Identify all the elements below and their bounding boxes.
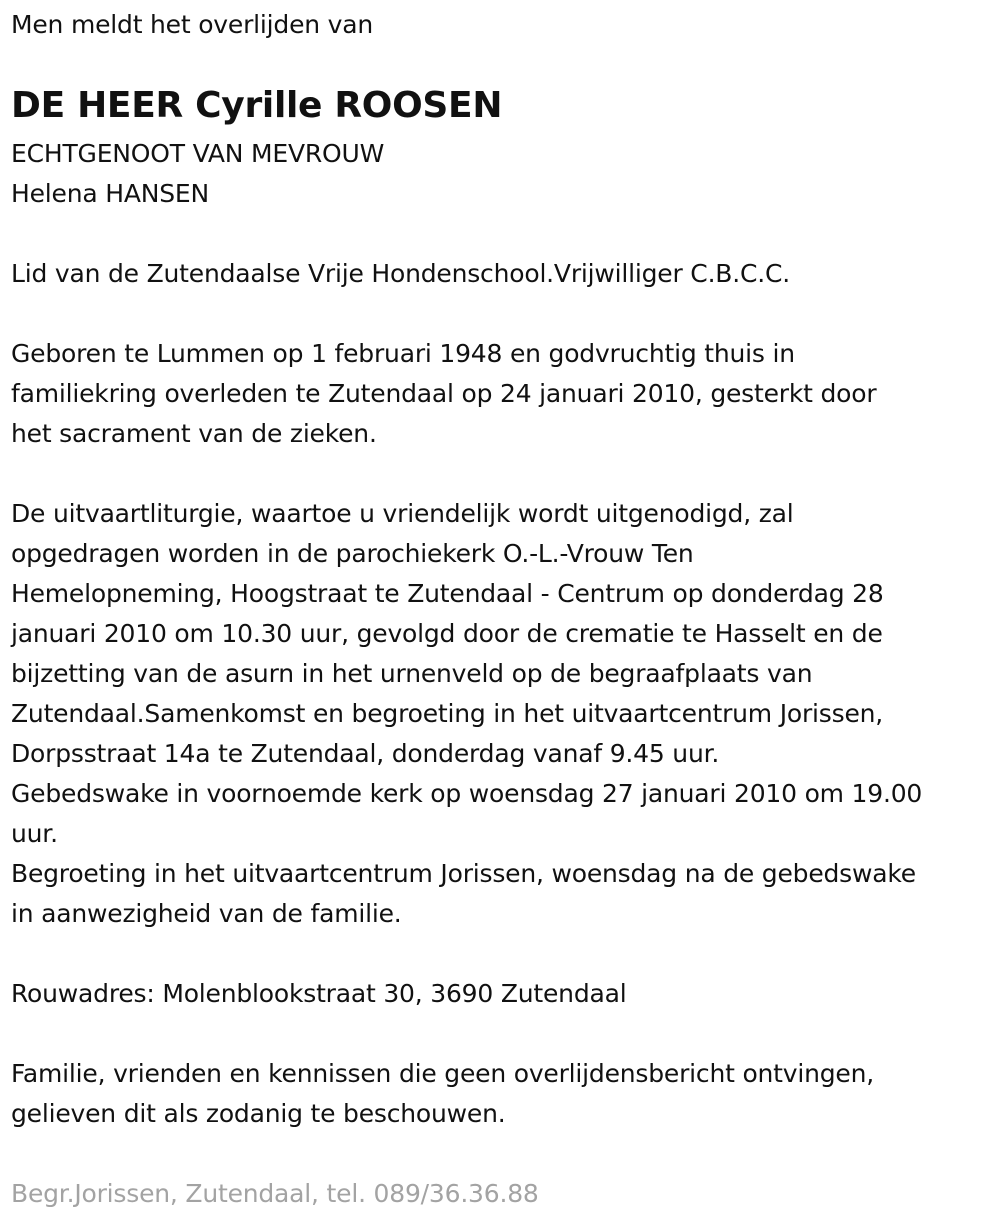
spacer — [11, 294, 922, 334]
spacer — [11, 1014, 922, 1054]
membership-text: Lid van de Zutendaalse Vrije Hondenschool.Vrijwilliger C.B.C.C. — [11, 259, 791, 288]
paragraph-line: Begroeting in het uitvaartcentrum Jorissen, woensdag na de gebedswake — [11, 859, 916, 888]
spacer — [11, 214, 922, 254]
spouse-title: ECHTGENOOT VAN MEVROUW — [11, 139, 385, 168]
paragraph-line: Geboren te Lummen op 1 februari 1948 en godvruchtig thuis in — [11, 339, 795, 368]
paragraph-line: Hemelopneming, Hoogstraat te Zutendaal - Centrum op donderdag 28 — [11, 579, 884, 608]
birth-death-paragraph — [11, 334, 922, 454]
mourning-address: Rouwadres: Molenblookstraat 30, 3690 Zutendaal — [11, 979, 627, 1008]
paragraph-line: in aanwezigheid van de familie. — [11, 899, 402, 928]
paragraph-line: Familie, vrienden en kennissen die geen overlijdensbericht ontvingen, — [11, 1059, 875, 1088]
intro-text: Men meldt het overlijden van — [11, 10, 374, 39]
paragraph-line: familiekring overleden te Zutendaal op 24 januari 2010, gesterkt door — [11, 379, 877, 408]
paragraph-line: het sacrament van de zieken. — [11, 419, 377, 448]
ceremony-paragraph — [11, 494, 922, 934]
closing-paragraph — [11, 1054, 922, 1134]
paragraph-line: bijzetting van de asurn in het urnenveld op de begraafplaats van — [11, 659, 813, 688]
funeral-home-footer: Begr.Jorissen, Zutendaal, tel. 089/36.36.88 — [11, 1179, 539, 1208]
spacer — [11, 454, 922, 494]
paragraph-line: uur. — [11, 819, 58, 848]
notice-body — [11, 134, 922, 1134]
paragraph-line: Dorpsstraat 14a te Zutendaal, donderdag vanaf 9.45 uur. — [11, 739, 720, 768]
paragraph-line: januari 2010 om 10.30 uur, gevolgd door de crematie te Hasselt en de — [11, 619, 883, 648]
paragraph-line: opgedragen worden in de parochiekerk O.-L.-Vrouw Ten — [11, 539, 694, 568]
deceased-name: DE HEER Cyrille ROOSEN — [11, 85, 503, 126]
spouse-name: Helena HANSEN — [11, 179, 209, 208]
paragraph-line: Zutendaal.Samenkomst en begroeting in het uitvaartcentrum Jorissen, — [11, 699, 884, 728]
spacer — [11, 934, 922, 974]
paragraph-line: De uitvaartliturgie, waartoe u vriendelijk wordt uitgenodigd, zal — [11, 499, 794, 528]
paragraph-line: Gebedswake in voornoemde kerk op woensdag 27 januari 2010 om 19.00 — [11, 779, 923, 808]
paragraph-line: gelieven dit als zodanig te beschouwen. — [11, 1099, 506, 1128]
